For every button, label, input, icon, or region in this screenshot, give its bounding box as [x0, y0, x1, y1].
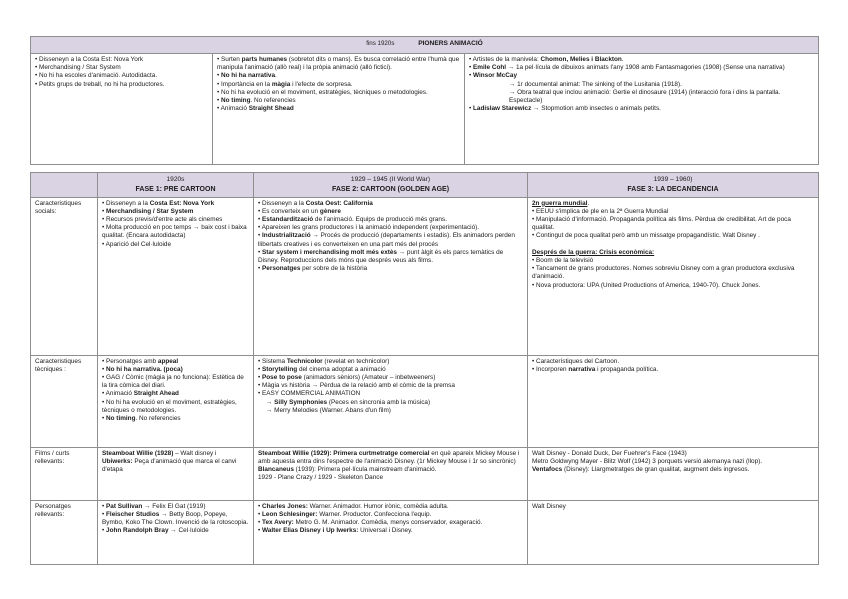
plain-text: Warner. Animador. Humor irònic, comèdia adulta.: [307, 502, 449, 510]
table-row: [31, 447, 819, 500]
emphasis-text: No timing: [106, 414, 136, 422]
plain-text: 1929 - Plane Crazy / 1929 - Skeleton Dance: [258, 474, 384, 482]
plain-text: •: [258, 248, 263, 256]
plain-text: (animadors sèniors) (Amateur – inbetweeners): [301, 374, 436, 382]
plain-text: • No hi ha evolució en el moviment, estratègies, tècniques o metodologies.: [102, 398, 237, 414]
emphasis-text: Industrialització: [262, 232, 311, 240]
plain-text: • GAG / Còmic (màgia ja no funciona): Estètica de la tira còmica del diari.: [102, 374, 244, 390]
plain-text: •: [258, 216, 263, 224]
plain-text: → punt àlgit és els parcs temàtics de Disney. Reproduccions dels móns que després veus als films.: [258, 248, 504, 264]
plain-text: → Merry Melodies (Warner. Abans d'un film): [266, 406, 391, 414]
cell-line: [469, 64, 814, 72]
table-cell: [98, 355, 254, 447]
plain-text: • Boom de la televisió: [532, 256, 594, 264]
cell-line: [532, 450, 814, 458]
plain-text: •: [258, 502, 263, 510]
plain-text: •: [102, 365, 107, 373]
plain-text: .: [621, 56, 624, 63]
cell-line: [258, 511, 523, 519]
table-cell: [528, 197, 819, 355]
cell-line: [258, 249, 523, 265]
plain-text: • Recursos previs/d'entre acte als cinemes: [102, 216, 223, 224]
emphasis-text: No hi ha narrativa: [221, 72, 275, 80]
plain-text: (1939): Primera pel·lícula mainstream d'animació.: [293, 466, 437, 474]
emphasis-text: Winsor McCay: [473, 72, 517, 80]
table-row: [31, 197, 819, 355]
corner-cell: [31, 173, 98, 198]
plain-text: • Manipulació d'informació. Propaganda política als films. Pèrdua de credibilitat. Art de poca qualitat.: [532, 216, 791, 232]
cell-line: [469, 72, 814, 80]
emphasis-text: Steamboat Willie (1929):: [258, 449, 332, 457]
cell-line: [258, 200, 523, 208]
plain-text: •: [258, 527, 263, 535]
emphasis-text: Charles Jones:: [262, 502, 308, 510]
plain-text: • No hi ha escoles d'animació. Autodidacta.: [35, 72, 158, 80]
plain-text: • Petits grups de treball, no hi ha productores.: [35, 80, 165, 88]
cell-line: [102, 415, 249, 423]
plain-text: •: [102, 414, 107, 422]
plain-text: • Surten: [217, 56, 242, 63]
plain-text: →: [266, 398, 275, 406]
plain-text: • Importància en la: [217, 80, 272, 88]
emphasis-text: parts humanes: [241, 56, 288, 63]
phase-header: [528, 173, 819, 198]
plain-text: – Walt disney i: [173, 449, 217, 457]
table-cell: [528, 355, 819, 447]
cell-line: [469, 81, 814, 89]
plain-text: . No referencies: [250, 96, 296, 104]
phase-title: FASE 1: PRE CARTOON: [135, 185, 216, 193]
plain-text: •: [102, 502, 107, 510]
emphasis-text: Emile Cohl: [473, 64, 507, 72]
row-label: Caracteristiques tècniques :: [31, 355, 98, 447]
plain-text: → 1r documental animat: The sinking of the Lusitania (1918).: [509, 80, 682, 88]
emphasis-text: Pat Sullivan: [106, 502, 143, 510]
plain-text: . No referencies: [135, 414, 181, 422]
cell-line: [532, 249, 814, 257]
cell-line: [35, 81, 208, 89]
pioneers-header: [31, 37, 819, 54]
plain-text: .: [587, 199, 590, 207]
phase-years: 1939 – 1960): [653, 176, 693, 183]
cell-line: [532, 458, 814, 466]
table-cell: [254, 355, 528, 447]
plain-text: • Personatges amb: [102, 357, 158, 365]
plain-text: •: [102, 527, 107, 535]
plain-text: Walt Disney - Donald Duck, Der Fuehrer's Face (1943): [532, 449, 687, 457]
emphasis-text: Leon Schlesinger:: [262, 510, 318, 518]
cell-line: [532, 466, 814, 474]
pioneers-social-cell: [31, 54, 213, 165]
cell-line: [217, 72, 460, 80]
cell-line: [258, 450, 523, 466]
plain-text: • EASY COMMERCIAL ANIMATION: [258, 390, 361, 398]
cell-line: [102, 216, 249, 224]
plain-text: de l'animació. Equips de producció més grans.: [313, 216, 447, 224]
phase-title: FASE 3: LA DECANDENCIA: [627, 185, 719, 193]
cell-line: [532, 503, 814, 511]
plain-text: •: [102, 207, 107, 215]
plain-text: Warner. Productor. Confecciona l'equip.: [317, 510, 432, 518]
plain-text: •: [217, 96, 222, 104]
cell-line: [532, 366, 814, 374]
cell-line: [258, 374, 523, 382]
cell-line: [532, 282, 814, 290]
phase-header: [254, 173, 528, 198]
plain-text: en què apareix Mickey Mouse i amb aquesta entra dins l'espectre de l'animació Disney. (1r Mickey Mouse i 1r so sincrònic): [258, 449, 520, 465]
cell-line: [35, 64, 208, 72]
cell-line: [532, 241, 814, 249]
plain-text: i propaganda política.: [595, 365, 659, 373]
cell-line: [102, 224, 249, 240]
cell-line: [532, 265, 814, 281]
plain-text: Metro G. M. Animador. Comèdia, menys conservador, exageració.: [293, 519, 483, 527]
emphasis-text: Tex Avery:: [262, 519, 294, 527]
emphasis-text: Walter Elias Disney i Up Iwerks:: [262, 527, 359, 535]
table-cell: [254, 197, 528, 355]
pioneers-table: [30, 36, 819, 165]
cell-line: [102, 374, 249, 390]
table-cell: [98, 500, 254, 564]
emphasis-text: Ubiwerks:: [102, 457, 133, 465]
cell-line: [532, 257, 814, 265]
plain-text: • Sistema: [258, 357, 287, 365]
plain-text: (Peces en sincronia amb la música): [327, 398, 431, 406]
cell-line: [217, 89, 460, 97]
cell-line: [102, 511, 249, 527]
plain-text: • Disseneyn a la: [258, 199, 306, 207]
pioneers-title: PIONERS ANIMACIÓ: [418, 40, 483, 47]
cell-line: [102, 458, 249, 474]
cell-line: [35, 56, 208, 64]
plain-text: •: [469, 72, 474, 80]
cell-line: [258, 208, 523, 216]
emphasis-text: Silly Symphonies: [274, 398, 328, 406]
plain-text: i l'efecte de sorpresa.: [290, 80, 353, 88]
emphasis-text: Straight Ahead: [133, 390, 179, 398]
table-cell: [98, 197, 254, 355]
emphasis-text: Merchandising / Star System: [106, 207, 194, 215]
cell-line: [532, 200, 814, 208]
plain-text: → Cel·luloide: [168, 527, 209, 535]
emphasis-text: John Randolph Bray: [106, 527, 169, 535]
plain-text: .: [275, 72, 277, 80]
cell-line: [258, 519, 523, 527]
plain-text: (revelat en technicolor): [322, 357, 390, 365]
emphasis-text: Primera curtmetratge comercial: [333, 449, 430, 457]
plain-text: •: [258, 519, 263, 527]
cell-line: [258, 366, 523, 374]
plain-text: per sobre de la història: [300, 265, 368, 273]
cell-line: [102, 200, 249, 208]
plain-text: • Disseneyn a la Costa Est: Nova York: [35, 56, 144, 63]
emphasis-text: Star system i merchandising molt més extès: [262, 248, 397, 256]
plain-text: • Tancament de grans productores. Nomes sobreviu Disney com a gran productora exclusiva d'animació.: [532, 265, 795, 281]
plain-text: •: [469, 64, 474, 72]
pioneers-people-cell: [465, 54, 819, 165]
cell-line: [102, 390, 249, 398]
plain-text: → Procés de producció (departaments i estadis). Els animadors perden llibertats creatives i es converteixen en una part més del procés: [258, 232, 515, 248]
emphasis-text: Blancaneus: [258, 466, 294, 474]
plain-text: • Merchandising / Star System: [35, 64, 121, 72]
cell-line: [532, 208, 814, 216]
row-label: Personatges rellevants:: [31, 500, 98, 564]
emphasis-text: appeal: [157, 357, 179, 365]
cell-line: [258, 390, 523, 398]
plain-text: Universal i Disney.: [358, 527, 413, 535]
table-cell: [254, 500, 528, 564]
plain-text: •: [469, 105, 474, 113]
emphasis-text: Ventafocs: [532, 466, 563, 474]
plain-text: Metro Goldwyng Mayer - Blitz Wolf (1942) 3 porquets versió alemanya nazi (llop).: [532, 457, 763, 465]
plain-text: • Molta producció en poc temps → baix cost i baixa qualitat. (Encara autodidacta): [102, 224, 247, 240]
plain-text: • Incorporen: [532, 365, 569, 373]
plain-text: •: [217, 72, 222, 80]
table-cell: [254, 447, 528, 500]
plain-text: • Nova productora: UPA (United Productions of America, 1940-70). Chuck Jones.: [532, 281, 761, 289]
plain-text: • Animació: [102, 390, 134, 398]
table-cell: [528, 447, 819, 500]
plain-text: • Màgia vs història → Pèrdua de la relació amb el còmic de la premsa: [258, 382, 455, 390]
cell-line: [258, 358, 523, 366]
plain-text: → Felix El Gat (1919): [142, 502, 206, 510]
plain-text: • EEUU s'implica de ple en la 2ª Guerra Mundial: [532, 207, 669, 215]
table-cell: [528, 500, 819, 564]
plain-text: (sobretot dits o mans). Es busca correlació entre l'humà que manipula l'animació (allò real) i la pròpia animació (allò fictici).: [217, 56, 460, 72]
cell-line: [258, 527, 523, 535]
cell-line: [258, 224, 523, 232]
plain-text: • Contingut de poca qualitat però amb un missatge propagandístic. Walt Disney .: [532, 232, 760, 240]
plain-text: • Característiques del Cartoon.: [532, 357, 620, 365]
emphasis-text: Estandardització: [262, 216, 314, 224]
plain-text: → Obra teatral que inclou animació: Gertie el dinosaure (1914) (interacció fora i dins la pantalla. Espectacle): [509, 88, 781, 104]
plain-text: → Stopmotion amb insectes o animals petits.: [531, 105, 661, 113]
cell-line: [532, 216, 814, 232]
plain-text: Peça d'animació que marca el canvi d'etapa: [102, 457, 237, 474]
emphasis-text: Ladislaw Starewicz: [473, 105, 532, 113]
emphasis-text: No timing: [221, 96, 251, 104]
cell-line: [102, 527, 249, 535]
emphasis-text: Després de la guerra: Crisis econòmica:: [532, 248, 655, 256]
plain-text: del cinema adoptat a animació: [297, 365, 386, 373]
plain-text: •: [102, 510, 107, 518]
row-label: Caracteristiques socials:: [31, 197, 98, 355]
cell-line: [258, 382, 523, 390]
cell-line: [469, 89, 814, 105]
emphasis-text: Personatges: [262, 265, 301, 273]
cell-line: [217, 56, 460, 72]
plain-text: •: [258, 365, 263, 373]
emphasis-text: 2n guerra mundial: [532, 199, 588, 207]
cell-line: [258, 503, 523, 511]
table-row: [31, 355, 819, 447]
cell-line: [217, 105, 460, 113]
plain-text: • Animació: [217, 105, 249, 113]
phase-years: 1929 – 1945 (II World War): [350, 176, 431, 183]
table-row: [31, 500, 819, 564]
cell-line: [258, 407, 523, 415]
plain-text: • Artistes de la manivela:: [469, 56, 541, 63]
cell-line: [35, 72, 208, 80]
plain-text: • Apareixen les grans productores i la animació independent (experimentació).: [258, 224, 480, 232]
cell-line: [532, 358, 814, 366]
plain-text: → Betty Boop, Popeye, Bymbo, Koko The Clown. Invenció de la rotoscopia.: [102, 510, 249, 527]
cell-line: [258, 216, 523, 224]
cell-line: [102, 208, 249, 216]
cell-line: [258, 466, 523, 474]
pioneers-technical-cell: [213, 54, 465, 165]
cell-line: [102, 450, 249, 458]
pioneers-years: fins 1920s: [366, 40, 395, 47]
plain-text: • Aparició del Cel·luloide: [102, 240, 172, 248]
plain-text: • Es converteix en un: [258, 207, 320, 215]
emphasis-text: Storytelling: [262, 365, 298, 373]
cell-line: [102, 399, 249, 415]
cell-line: [258, 399, 523, 407]
cell-line: [217, 81, 460, 89]
emphasis-text: No hi ha narrativa. (poca): [106, 365, 183, 373]
emphasis-text: Fleischer Studios: [106, 510, 160, 518]
cell-line: [102, 503, 249, 511]
phase-title: FASE 2: CARTOON (GOLDEN AGE): [331, 185, 450, 193]
cell-line: [469, 105, 814, 113]
plain-text: • No hi ha evolució en el moviment, estratègies, tècniques o metodologies.: [217, 88, 428, 96]
emphasis-text: Steamboat Willie (1928): [102, 449, 174, 457]
emphasis-text: Costa Oest: California: [305, 199, 373, 207]
plain-text: •: [258, 232, 263, 240]
plain-text: •: [258, 510, 263, 518]
plain-text: •: [258, 374, 263, 382]
plain-text: → 1a pel·lícula de dibuixos animats l'any 1908 amb Fantasmagories (1908) (Sense una narrativa): [506, 64, 785, 72]
emphasis-text: gènere: [319, 207, 341, 215]
cell-line: [102, 366, 249, 374]
phase-years: 1920s: [166, 176, 185, 183]
emphasis-text: narrativa: [568, 365, 596, 373]
table-cell: [98, 447, 254, 500]
plain-text: (Disney): Llargmetratges de gran qualitat, augment dels ingresos.: [562, 466, 750, 474]
plain-text: • Disseneyn a la: [102, 199, 150, 207]
cell-line: [102, 241, 249, 249]
cell-line: [217, 97, 460, 105]
cell-line: [532, 232, 814, 240]
emphasis-text: màgia: [271, 80, 291, 88]
plain-text: Walt Disney: [532, 502, 566, 510]
cell-line: [258, 265, 523, 273]
row-label: Films / curts rellevants:: [31, 447, 98, 500]
cell-line: [102, 358, 249, 366]
emphasis-text: Pose to pose: [262, 374, 302, 382]
plain-text: •: [258, 265, 263, 273]
cell-line: [258, 474, 523, 482]
emphasis-text: Chomon, Melies i Blackton: [540, 56, 622, 63]
phases-table: [30, 172, 819, 565]
emphasis-text: Technicolor: [286, 357, 323, 365]
phase-header: [98, 173, 254, 198]
cell-line: [469, 56, 814, 64]
cell-line: [258, 232, 523, 248]
emphasis-text: Costa Est: Nova York: [149, 199, 215, 207]
emphasis-text: Straight Shead: [248, 105, 294, 113]
